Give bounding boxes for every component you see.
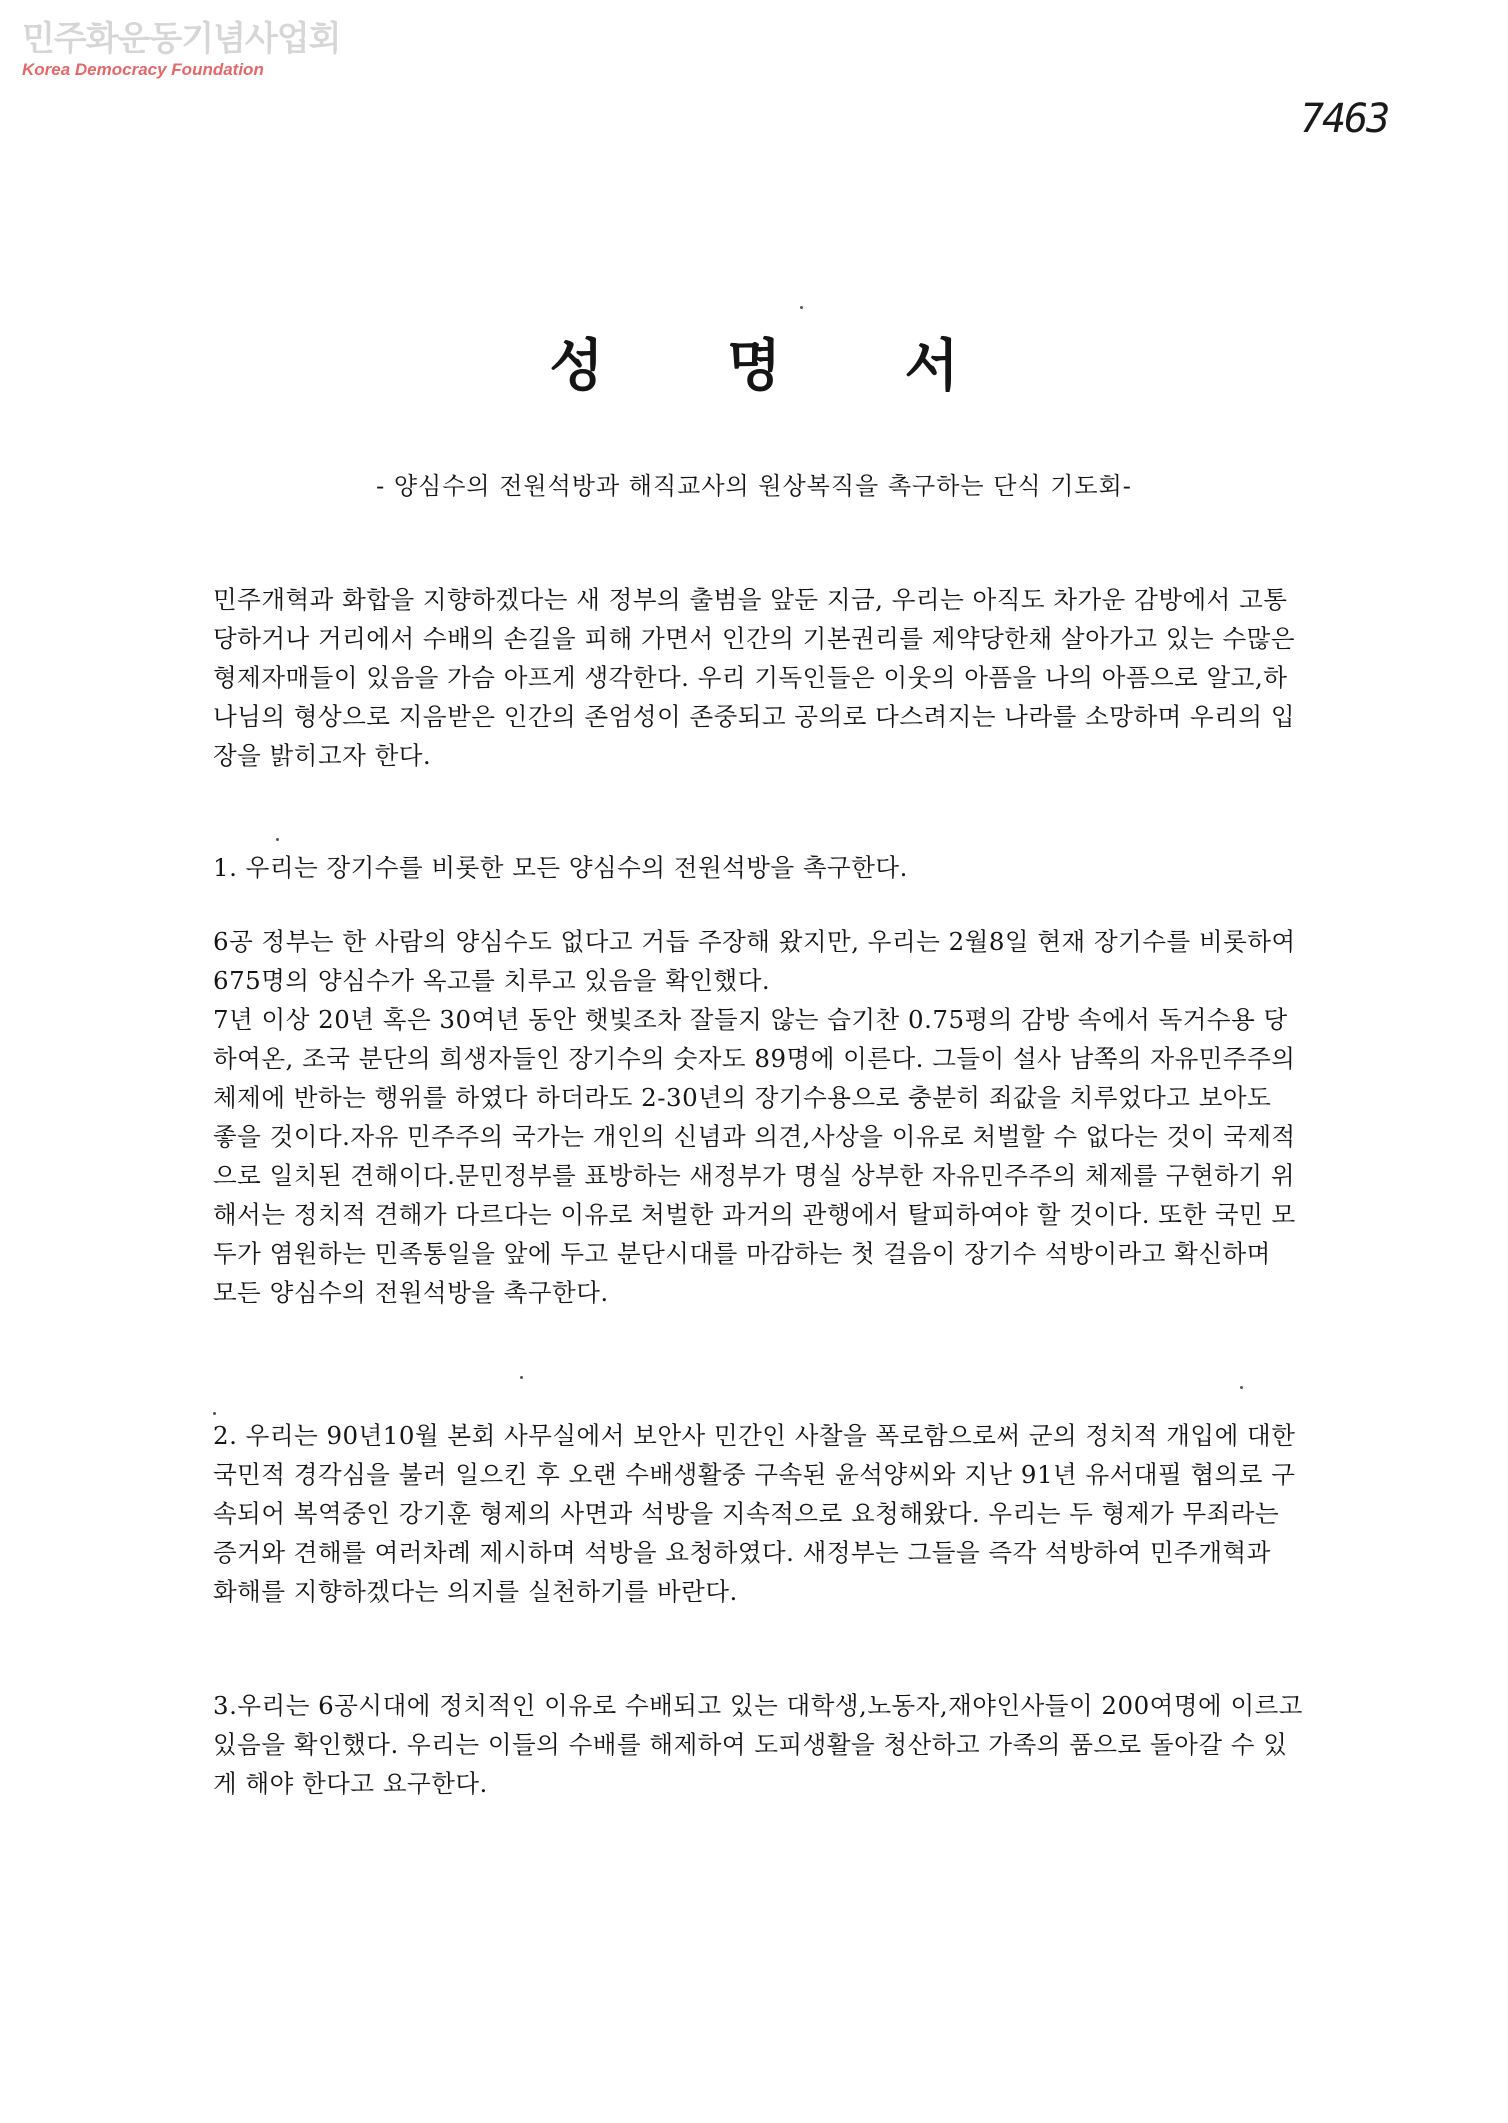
watermark-korean: 민주화운동기념사업회 [22,19,341,59]
section1-heading [213,848,1303,887]
page-title: 성 명 서 [549,333,1011,399]
scan-speck [800,306,803,309]
scan-speck [1240,1386,1243,1389]
section3-paragraph [213,1686,1303,1803]
section1-body [213,922,1303,1312]
scan-speck [213,1412,216,1415]
intro-text: 민주개혁과 화합을 지향하겠다는 새 정부의 출범을 앞둔 지금, 우리는 아직도 차가운 감방에서 고통당하거나 거리에서 수배의 손길을 피해 가면서 인간의 기본권리를 제약당한채 살아가고 있는 수많은 형제자매들이 있음을 가슴 아프게 생각한다. 우리 기독인들은 이웃의 아픔을 나의 아픔으로 알고,하나님의 형상으로 지음받은 인간의 존엄성이 존중되고 공의로 다스려지는 나라를 소망하며 우리의 입장을 밝히고자 한다. [213,585,1296,770]
section3-text: 3.우리는 6공시대에 정치적인 이유로 수배되고 있는 대학생,노동자,재야인사들이 200여명에 이르고 있음을 확인했다. 우리는 이들의 수배를 해제하여 도피생활을 청산하고 가족의 품으로 돌아갈 수 있게 해야 한다고 요구한다. [213,1691,1303,1798]
foundation-watermark [22,20,340,80]
scan-speck [520,1376,523,1379]
section2-text: 2. 우리는 90년10월 본회 사무실에서 보안사 민간인 사찰을 폭로함으로써 군의 정치적 개입에 대한 국민적 경각심을 불러 일으킨 후 오랜 수배생활중 구속된 윤석양씨와 지난 91년 유서대필 협의로 구속되어 복역중인 강기훈 형제의 사면과 석방을 지속적으로 요청해왔다. 우리는 두 형제가 무죄라는 증거와 견해를 여러차례 제시하며 석방을 요청하였다. 새정부는 그들을 즉각 석방하여 민주개혁과 화해를 지향하겠다는 의지를 실천하기를 바란다. [213,1421,1296,1606]
section2-paragraph [213,1416,1303,1611]
section1-paragraph: 7년 이상 20년 혹은 30여년 동안 햇빛조차 잘들지 않는 습기찬 0.75평의 감방 속에서 독거수용 당하여온, 조국 분단의 희생자들인 장기수의 숫자도 89명에 이른다. 그들이 설사 남쪽의 자유민주주의 체제에 반하는 행위를 하였다 하더라도 2-30년의 장기수용으로 충분히 죄값을 치루었다고 보아도 좋을 것이다.자유 민주주의 국가는 개인의 신념과 의견,사상을 이유로 처벌할 수 없다는 것이 국제적으로 일치된 견해이다.문민정부를 표방하는 새정부가 명실 상부한 자유민주주의 체제를 구현하기 위해서는 정치적 견해가 다르다는 이유로 처벌한 과거의 관행에서 탈피하여야 할 것이다. 또한 국민 모두가 염원하는 민족통일을 앞에 두고 분단시대를 마감하는 첫 걸음이 장기수 석방이라고 확신하며 모든 양심수의 전원석방을 촉구한다. [213,1005,1296,1307]
page-subtitle: - 양심수의 전원석방과 해직교사의 원상복직을 촉구하는 단식 기도회- [376,472,1132,500]
document-number: 7463 [1300,96,1389,142]
section1-heading-text: 1. 우리는 장기수를 비롯한 모든 양심수의 전원석방을 촉구한다. [213,853,908,882]
intro-paragraph [213,580,1303,775]
scan-speck [276,838,279,841]
watermark-english: Korea Democracy Foundation [22,60,264,79]
section1-paragraph: 6공 정부는 한 사람의 양심수도 없다고 거듭 주장해 왔지만, 우리는 2월8일 현재 장기수를 비롯하여 675명의 양심수가 옥고를 치루고 있음을 확인했다. [213,927,1296,995]
